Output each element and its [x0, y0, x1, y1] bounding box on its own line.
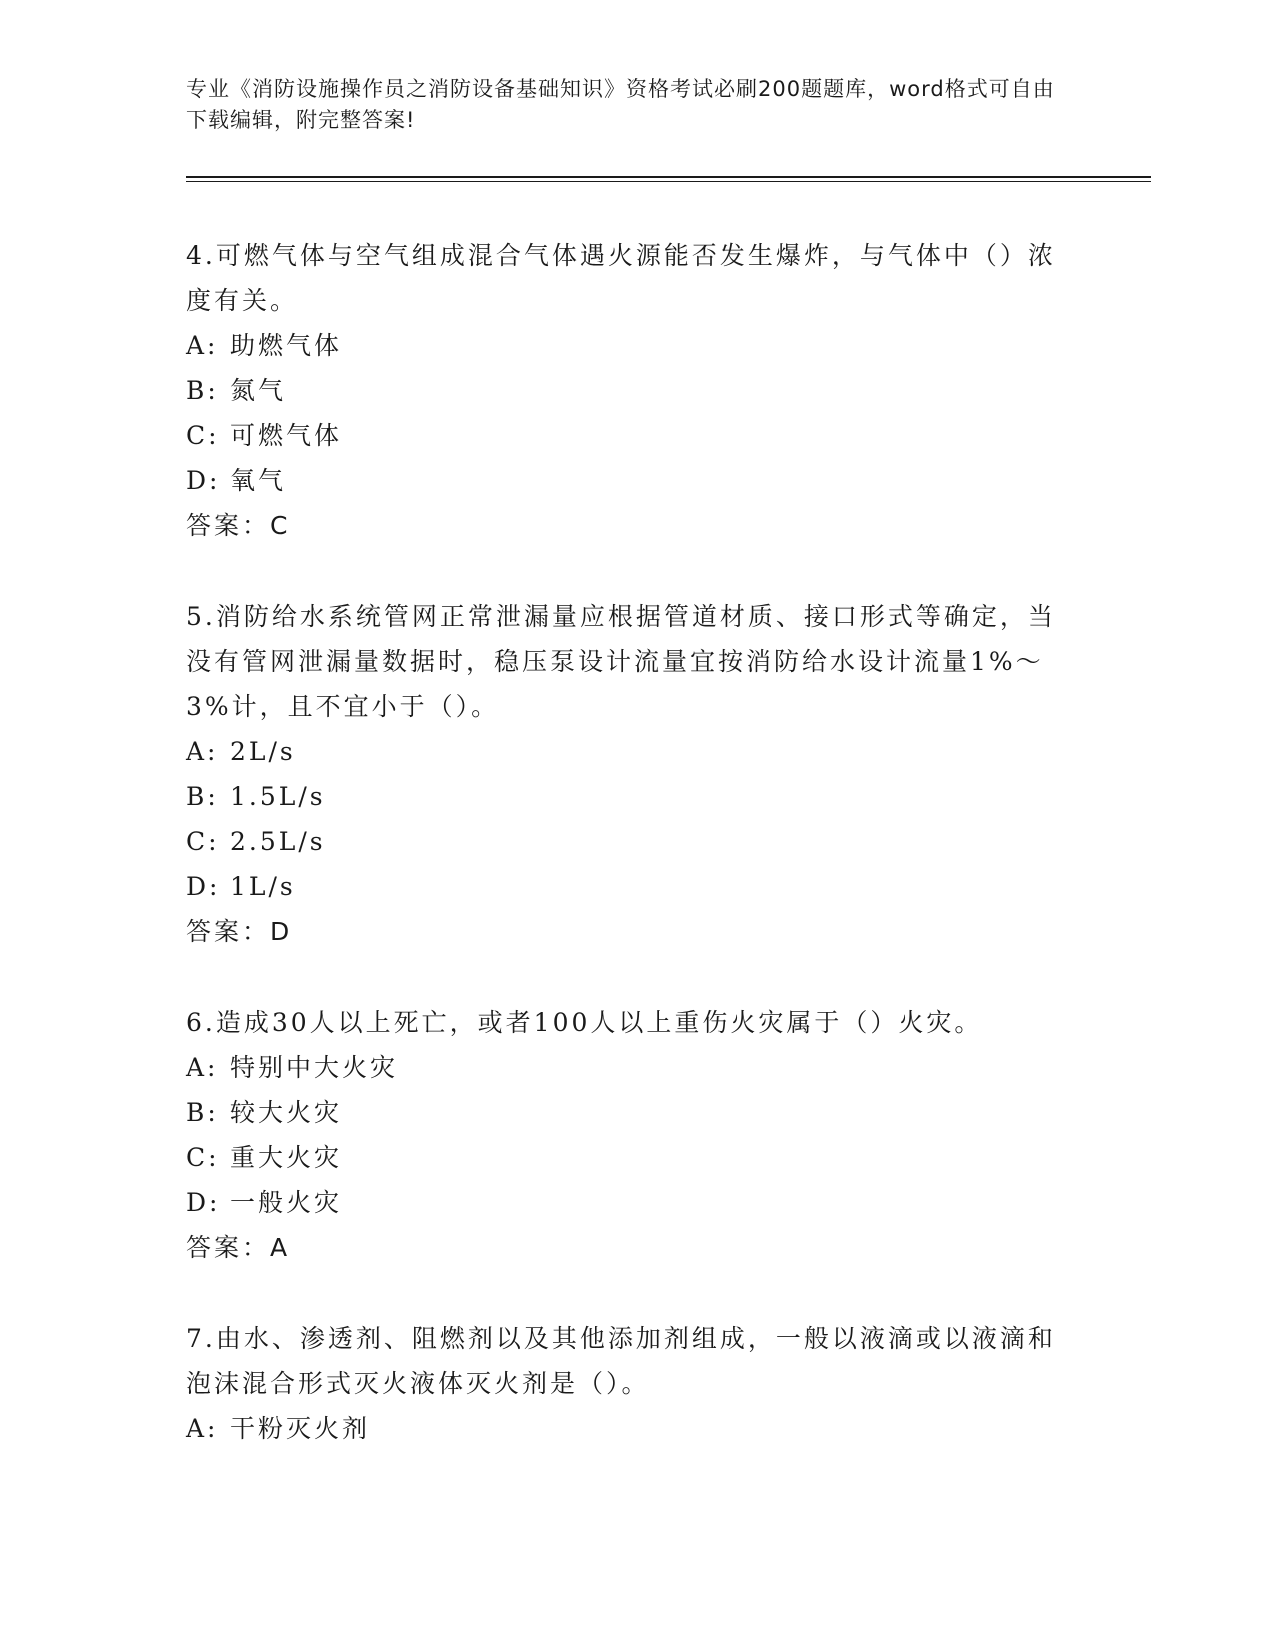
question-5 [186, 594, 1066, 954]
option-a [186, 323, 1066, 368]
option-text: 1.5L/s [230, 782, 326, 811]
option-letter: D: [186, 1188, 221, 1217]
answer-line: 答案：A [186, 1233, 291, 1262]
option-letter: D: [186, 466, 221, 495]
option-letter: A: [186, 737, 219, 766]
header-divider-thin [186, 181, 1151, 182]
option-text: 可燃气体 [230, 421, 343, 450]
question-4 [186, 233, 1066, 548]
option-letter: B: [186, 1098, 219, 1127]
option-a [186, 1406, 1066, 1451]
question-stem: 7.由水、渗透剂、阻燃剂以及其他添加剂组成，一般以液滴或以液滴和泡沫混合形式灭火液体灭火剂是（）。 [186, 1324, 1056, 1398]
option-b [186, 368, 1066, 413]
option-letter: A: [186, 331, 219, 360]
option-text: 1L/s [230, 872, 296, 901]
option-letter: B: [186, 376, 219, 405]
answer-line: 答案：C [186, 511, 291, 540]
option-b [186, 774, 1066, 819]
option-letter: C: [186, 421, 220, 450]
option-text: 较大火灾 [230, 1098, 343, 1127]
option-letter: A: [186, 1414, 219, 1443]
question-stem: 4.可燃气体与空气组成混合气体遇火源能否发生爆炸，与气体中（）浓度有关。 [186, 241, 1056, 315]
option-text: 特别中大火灾 [230, 1053, 399, 1082]
option-text: 重大火灾 [230, 1143, 343, 1172]
option-c [186, 413, 1066, 458]
option-d [186, 864, 1066, 909]
option-d [186, 1180, 1066, 1225]
option-text: 2L/s [230, 737, 296, 766]
option-letter: B: [186, 782, 219, 811]
question-stem: 5.消防给水系统管网正常泄漏量应根据管道材质、接口形式等确定，当没有管网泄漏量数据时，稳压泵设计流量宜按消防给水设计流量1%～3%计，且不宜小于（）。 [186, 602, 1056, 721]
option-b [186, 1090, 1066, 1135]
option-text: 助燃气体 [230, 331, 343, 360]
option-text: 干粉灭火剂 [230, 1414, 371, 1443]
option-a [186, 729, 1066, 774]
option-text: 氮气 [230, 376, 287, 405]
option-d [186, 458, 1066, 503]
question-7 [186, 1316, 1066, 1451]
option-c [186, 1135, 1066, 1180]
option-text: 氧气 [230, 466, 287, 495]
question-6 [186, 1000, 1066, 1270]
header-divider [186, 176, 1151, 178]
question-stem: 6.造成30人以上死亡，或者100人以上重伤火灾属于（）火灾。 [186, 1008, 983, 1037]
option-text: 2.5L/s [230, 827, 326, 856]
option-c [186, 819, 1066, 864]
option-text: 一般火灾 [230, 1188, 343, 1217]
option-letter: A: [186, 1053, 219, 1082]
option-letter: C: [186, 827, 220, 856]
option-letter: D: [186, 872, 221, 901]
answer-line: 答案：D [186, 917, 293, 946]
document-intro: 专业《消防设施操作员之消防设备基础知识》资格考试必刷200题题库，word格式可自由下载编辑，附完整答案! [186, 77, 1055, 132]
option-a [186, 1045, 1066, 1090]
option-letter: C: [186, 1143, 220, 1172]
question-list [186, 233, 1066, 1497]
